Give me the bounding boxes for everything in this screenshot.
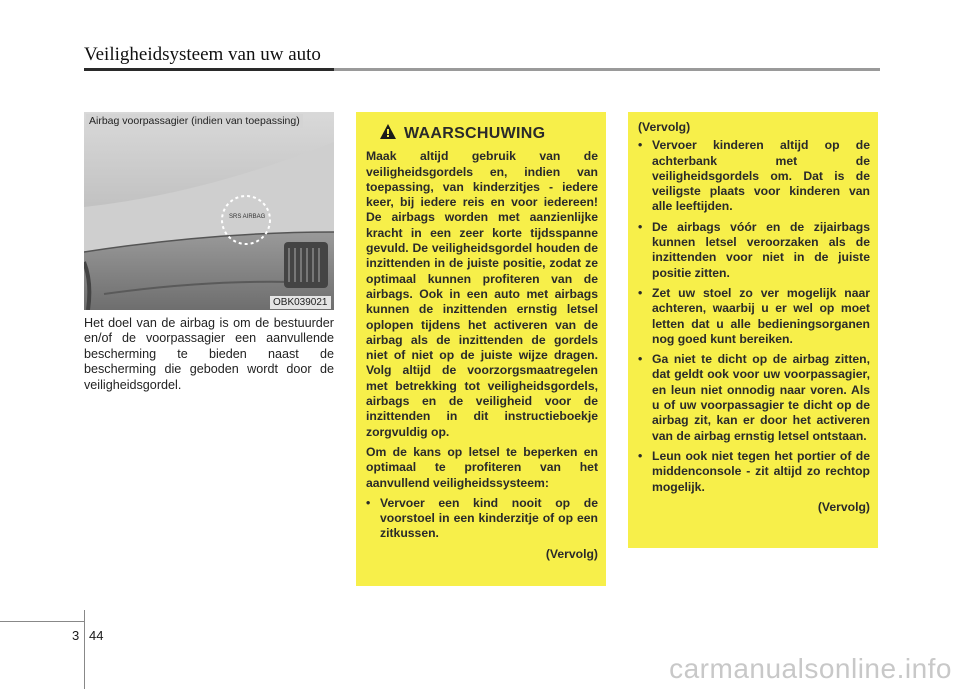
chapter-number: 3	[72, 628, 80, 643]
figure-code: OBK039021	[270, 296, 331, 309]
airbag-illustration	[84, 112, 334, 310]
continued-top-label: (Vervolg)	[638, 120, 691, 134]
continued-bottom-label: (Vervolg)	[817, 499, 870, 514]
watermark: carmanualsonline.info	[669, 653, 952, 684]
page-header-title: Veiligheidsysteem van uw auto	[84, 44, 321, 65]
warning-box-1	[356, 112, 606, 586]
warning-box-2	[628, 112, 878, 548]
warning-title: WAARSCHUWING	[404, 125, 546, 142]
warning1-list	[366, 496, 598, 542]
footer-rule-horizontal	[0, 621, 84, 622]
warning1-paragraph-2: Om de kans op letsel te beperken en optimaal te profiteren van het aanvullend veiligheidssysteem:	[366, 444, 598, 490]
list-item: • Ga niet te dicht op de airbag zitten, dat geldt ook voor uw voorpassagier, en leun niet onnodig naar voren. Als u of uw voorpassagier te dicht op de airbag zit, kan er door het activeren van de airbag ernstig letsel ontstaan.	[638, 352, 870, 444]
warning1-paragraph-1: Maak altijd gebruik van de veiligheidsgordels en, indien van toepassing, van kinderzitjes - iedere keer, bij iedere reis en voor iedereen! De airbags worden met aanzienlijke kracht in een zeer korte tijdsspanne gevuld. De veiligheidsgordel houden de inzittenden in de juiste positie, zodat ze optimaal kunnen profiteren van de airbags. Ook in een auto met airbags kunnen de inzittenden ernstig letsel oplopen tijdens het activeren van de airbag als de inzittenden de gordels niet of niet op de juiste wijze dragen. Volg altijd de voorzorgsmaatregelen met betrekking tot veiligheidsgordels, airbags en de veiligheid voor de inzittenden in dit instructieboekje zorgvuldig op.	[366, 149, 598, 439]
dashboard-drawing	[84, 112, 334, 310]
list-item: • Leun ook niet tegen het portier of de middenconsole - zit altijd zo rechtop mogelijk.	[638, 449, 870, 495]
list-item: • Zet uw stoel zo ver mogelijk naar achteren, waarbij u er wel op moet letten dat u alle bedieningsorganen nog goed kunt bereiken.	[638, 286, 870, 347]
warning2-list	[638, 138, 870, 495]
list-item: • Vervoer een kind nooit op de voorstoel in een kinderzitje of op een zitkussen.	[366, 496, 598, 542]
list-item: • Vervoer kinderen altijd op de achterbank met de veiligheidsgordels om. Dat is de veiligste plaats voor kinderen van alle leeftijden.	[638, 138, 870, 214]
intro-paragraph: Het doel van de airbag is om de bestuurder en/of de voorpassagier een aanvullende bescherming te bieden naast de bescherming die geboden wordt door de veiligheidsgordel.	[84, 316, 334, 392]
warning-triangle-icon	[380, 124, 396, 143]
list-item: • De airbags vóór en de zijairbags kunnen letsel veroorzaken als de inzittenden voor niet in de juiste positie zitten.	[638, 220, 870, 281]
page-number: 44	[89, 628, 104, 643]
footer-rule-vertical	[84, 610, 85, 689]
figure-caption: Airbag voorpassagier (indien van toepassing)	[86, 114, 303, 128]
header-rule-accent	[84, 68, 334, 71]
srs-airbag-label: SRS AIRBAG	[229, 214, 266, 220]
warning-header	[380, 124, 598, 143]
continued-label: (Vervolg)	[545, 546, 598, 561]
